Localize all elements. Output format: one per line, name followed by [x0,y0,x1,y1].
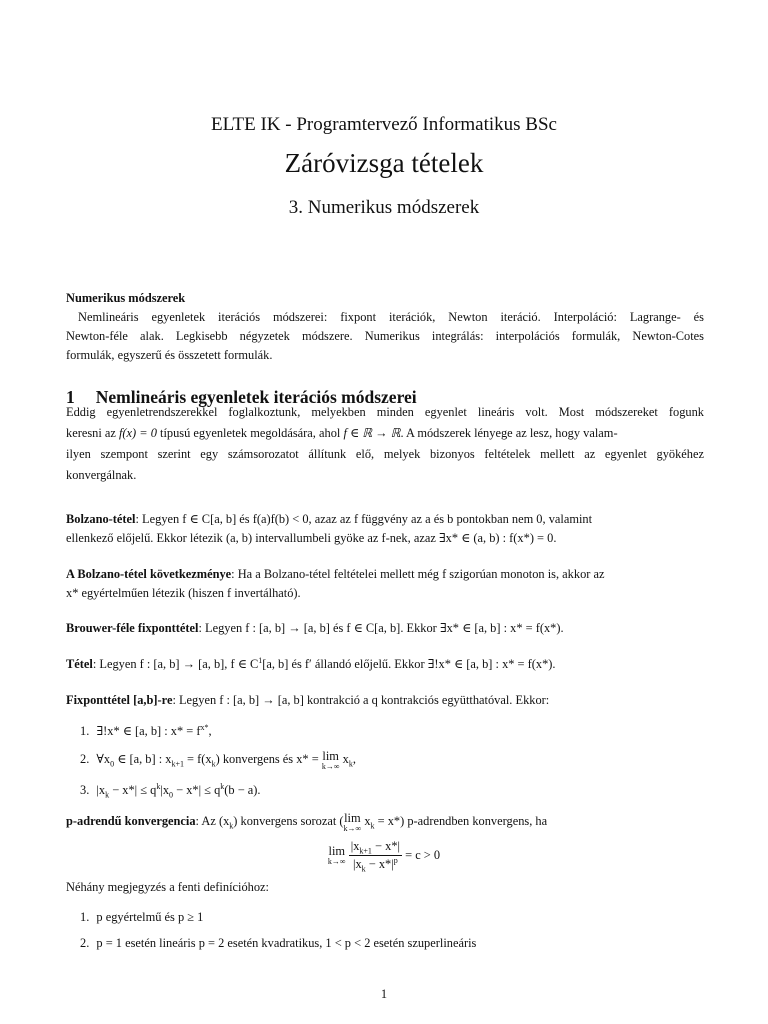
list-text: p = 1 esetén lineáris p = 2 esetén kvadratikus, 1 < p < 2 esetén szuperlineáris [96,936,477,950]
superscript: x* [200,722,209,732]
list-number: 2. [80,936,90,950]
theorem-label: Tétel [66,657,93,671]
theorem-text: : Ha a Bolzano-tétel feltételei mellett még f szigorúan monoton is, akkor az [231,567,605,581]
definition-label: p-adrendű konvergencia [66,814,196,828]
theorem-line: x* egyértelműen létezik (hiszen f invertálható). [66,586,301,600]
limit-operator: lim k→∞ [343,811,362,833]
theorem-text: : Legyen f : [a, b] → [a, b] és f ∈ C[a, b]. Ekkor ∃x* ∈ [a, b] : x* = f(x*). [198,621,564,635]
limit-operator: lim k→∞ [327,844,346,866]
math-run: |x [160,783,170,797]
text-run: : Az (x [195,814,230,828]
theorem-label: A Bolzano-tétel következménye [66,567,232,581]
institution-line: ELTE IK - Programtervező Informatikus BSc [211,114,557,135]
math-run: |x [96,783,106,797]
abstract-line: Nemlineáris egyenletek iterációs módszerei: fixpont iterációk, Newton iteráció. Interpoláció: Lagrange- és [78,310,704,324]
superscript: 1 [258,655,263,665]
intro-line: Eddig egyenletrendszerekkel foglalkoztunk, melyekben minden egyenlet lineáris volt. Most módszereket fogunk [66,405,704,419]
intro-line: ilyen szempont szerint egy számsorozatot állítunk elő, melyek bizonyos feltételek mellett az egyenlet gyökéhez [66,447,704,461]
text-run: x [361,814,371,828]
text-run: . A módszerek lényege az lesz, hogy valam- [400,426,618,440]
text-run: típusú egyenletek megoldására, ahol [156,426,344,440]
theorem-label: Brouwer-féle fixponttétel [66,621,199,635]
theorem-text: [a, b] és f′ állandó előjelű. Ekkor ∃!x* ∈ [a, b] : x* = f(x*). [262,657,556,671]
inline-math: f ∈ ℝ → ℝ [343,426,401,440]
subscript: k+1 [171,759,184,769]
list-number: 1. [80,910,90,924]
formula-rhs: = c > 0 [405,848,441,862]
list-item [80,934,476,953]
theorem-label: Fixponttétel [a,b]-re [66,693,173,707]
page-subtitle: 3. Numerikus módszerek [288,197,480,218]
inline-math: f(x) = 0 [118,426,157,440]
theorem-line [66,510,592,529]
fraction-numerator: $|x_{k+1} - x*|$ [350,839,400,856]
list-item [80,781,261,800]
theorem-label: Bolzano-tétel [66,512,136,526]
intro-line: konvergálnak. [66,468,137,482]
subscript: 0 [110,759,115,769]
limit-operator: lim k→∞ [321,749,340,771]
theorem-line [66,565,604,584]
text-run: keresni az [66,426,119,440]
theorem-text: : Legyen f ∈ C[a, b] és f(a)f(b) < 0, azaz az f függvény az a és b pontokban nem 0, valamint [135,512,593,526]
fraction [349,838,402,873]
text-run: = x*) p-adrendben konvergens, ha [374,814,548,828]
math-run: ∀x [96,752,111,766]
abstract-line: formulák, egyszerű és összetett formulák. [66,348,273,362]
theorem-text: : Legyen f : [a, b] → [a, b], f ∈ C [92,657,259,671]
math-run: − x*| ≤ q [173,783,221,797]
subscript: 0 [169,790,174,800]
math-run: , [208,724,212,738]
subscript: k [229,821,234,831]
list-text: p egyértelmű és p ≥ 1 [96,910,204,924]
math-run: (b − a). [224,783,261,797]
convergence-order-definition [66,812,547,833]
section-number: 1 [66,387,75,407]
subscript: k [348,759,353,769]
theorem-line: ellenkező előjelű. Ekkor létezik (a, b) intervallumbeli gyöke az f-nek, azaz ∃x* ∈ (a, b) : f(x*) = 0. [66,531,557,545]
abstract-line: Newton-féle alak. Legkisebb négyzetek módszere. Numerikus integrálás: interpolációs formulák, Newton-Cotes [66,329,704,343]
page-number: 1 [380,987,388,1001]
list-number: 2. [80,752,90,766]
text-run: ) konvergens sorozat ( [233,814,344,828]
math-run: ∃!x* ∈ [a, b] : x* = f [96,724,201,738]
list-number: 3. [80,783,90,797]
list-item [80,750,356,771]
notes-intro: Néhány megjegyzés a fenti definícióhoz: [66,880,269,894]
math-run: ∈ [a, b] : x [114,752,172,766]
fraction-denominator: $|x_k - x*|^p$ [352,855,398,874]
subscript: k [211,759,216,769]
abstract-heading: Numerikus módszerek [66,291,186,305]
math-run: ) konvergens és x* = [215,752,322,766]
list-number: 1. [80,724,90,738]
fixpoint-theorem [66,691,549,710]
math-run: , [352,752,356,766]
list-item [80,908,203,927]
theorem-text: : Legyen f : [a, b] → [a, b] kontrakció a q kontrakciós együtthatóval. Ekkor: [172,693,550,707]
brouwer-theorem [66,619,564,638]
superscript: k [220,781,225,791]
intro-line [66,424,618,443]
superscript: k [156,781,161,791]
list-item [80,722,212,741]
math-run: = f(x [183,752,212,766]
math-run: − x*| ≤ q [109,783,157,797]
page-title: Záróvizsga tételek [284,148,484,178]
section-title: Nemlineáris egyenletek iterációs módszerei [95,387,417,407]
math-run: x [339,752,349,766]
display-formula [0,838,768,873]
subscript: k [370,821,375,831]
subscript: k [105,790,110,800]
uniqueness-theorem [66,655,556,674]
